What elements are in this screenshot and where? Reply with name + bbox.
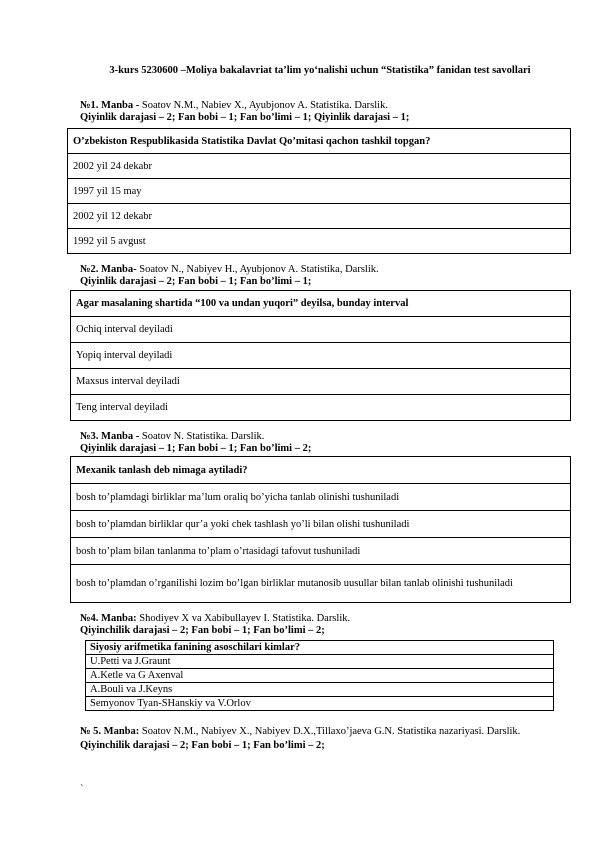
question-3-option-2: bosh to’plamdan birliklar qur’a yoki chek tashlash yo’li bilan olishi tushuniladi: [71, 511, 571, 538]
question-1-header: [80, 100, 409, 124]
question-2-meta: Qiyinlik darajasi – 2; Fan bobi – 1; Fan bo’limi – 1;: [80, 276, 312, 287]
question-4-option-2: A.Ketle va G Axenval: [86, 669, 554, 683]
question-3-table: [70, 456, 571, 603]
question-1-table: [67, 128, 571, 254]
question-2-source: Soatov N., Nabiyev H., Ayubjonov A. Statistika, Darslik.: [139, 264, 379, 275]
question-4-meta: Qiyinchilik darajasi – 2; Fan bobi – 1; Fan bo’limi – 2;: [80, 625, 325, 636]
question-1-option-1: 2002 yil 24 dekabr: [68, 154, 571, 179]
question-2-number: №2. Manba-: [80, 264, 140, 275]
question-5-number: № 5. Manba:: [80, 726, 142, 737]
document-title: 3-kurs 5230600 –Moliya bakalavriat ta’lim yo‘nalishi uchun “Statistika” fanidan test savollari: [109, 65, 531, 76]
question-5-source: Soatov N.M., Nabiyev X., Nabiyev D.X.,Tillaxo’jaeva G.N. Statistika nazariyasi. Darslik.: [141, 726, 521, 737]
question-1-meta: Qiyinlik darajasi – 2; Fan bobi – 1; Fan bo’limi – 1; Qiyinlik darajasi – 1;: [80, 112, 410, 123]
question-3-option-4: bosh to’plamdan o’rganilishi lozim bo’lgan birliklar mutanosib uusullar bilan tanlab olinishi tushuniladi: [71, 565, 571, 603]
question-4-table: [85, 640, 554, 711]
question-1-option-2: 1997 yil 15 may: [68, 179, 571, 204]
question-4-option-3: A.Bouli va J.Keyns: [86, 683, 554, 697]
question-2-option-1: Ochiq interval deyiladi: [71, 317, 571, 343]
question-4-source: Shodiyev X va Xabibullayev I. Statistika. Darslik.: [139, 613, 351, 624]
question-1-option-3: 2002 yil 12 dekabr: [68, 204, 571, 229]
question-5-header: [80, 726, 560, 752]
question-4-number: №4. Manba:: [80, 613, 140, 624]
question-3-meta: Qiyinlik darajasi – 1; Fan bobi – 1; Fan bo’limi – 2;: [80, 443, 312, 454]
question-3-source: Soatov N. Statistika. Darslik.: [141, 431, 265, 442]
question-2-text: Agar masalaning shartida “100 va undan yuqori” deyilsa, bunday interval: [71, 291, 571, 317]
question-4-header: [80, 613, 350, 637]
question-2-option-4: Teng interval deyiladi: [71, 395, 571, 421]
question-4-option-4: Semyonov Tyan-SHanskiy va V.Orlov: [86, 697, 554, 711]
trailing-mark: `: [80, 784, 84, 795]
question-2-option-3: Maxsus interval deyiladi: [71, 369, 571, 395]
question-2-header: [80, 264, 379, 288]
question-3-option-1: bosh to’plamdagi birliklar ma’lum oraliq bo’yicha tanlab olinishi tushuniladi: [71, 484, 571, 511]
question-4-text: Siyosiy arifmetika fanining asoschilari kimlar?: [86, 641, 554, 655]
question-1-option-4: 1992 yil 5 avgust: [68, 229, 571, 254]
question-3-header: [80, 431, 311, 455]
question-2-table: [70, 290, 571, 421]
question-5-meta: Qiyinchilik darajasi – 2; Fan bobi – 1; Fan bo’limi – 2;: [80, 740, 325, 751]
question-2-option-2: Yopiq interval deyiladi: [71, 343, 571, 369]
question-1-source: Soatov N.M., Nabiev X., Ayubjonov A. Statistika. Darslik.: [141, 100, 388, 111]
question-3-text: Mexanik tanlash deb nimaga aytiladi?: [71, 457, 571, 484]
question-3-option-3: bosh to’plam bilan tanlanma to’plam o’rtasidagi tafovut tushuniladi: [71, 538, 571, 565]
question-3-number: №3. Manba -: [80, 431, 142, 442]
question-1-text: O’zbekiston Respublikasida Statistika Davlat Qo’mitasi qachon tashkil topgan?: [68, 129, 571, 154]
question-1-number: №1. Manba -: [80, 100, 142, 111]
question-4-option-1: U.Petti va J.Graunt: [86, 655, 554, 669]
